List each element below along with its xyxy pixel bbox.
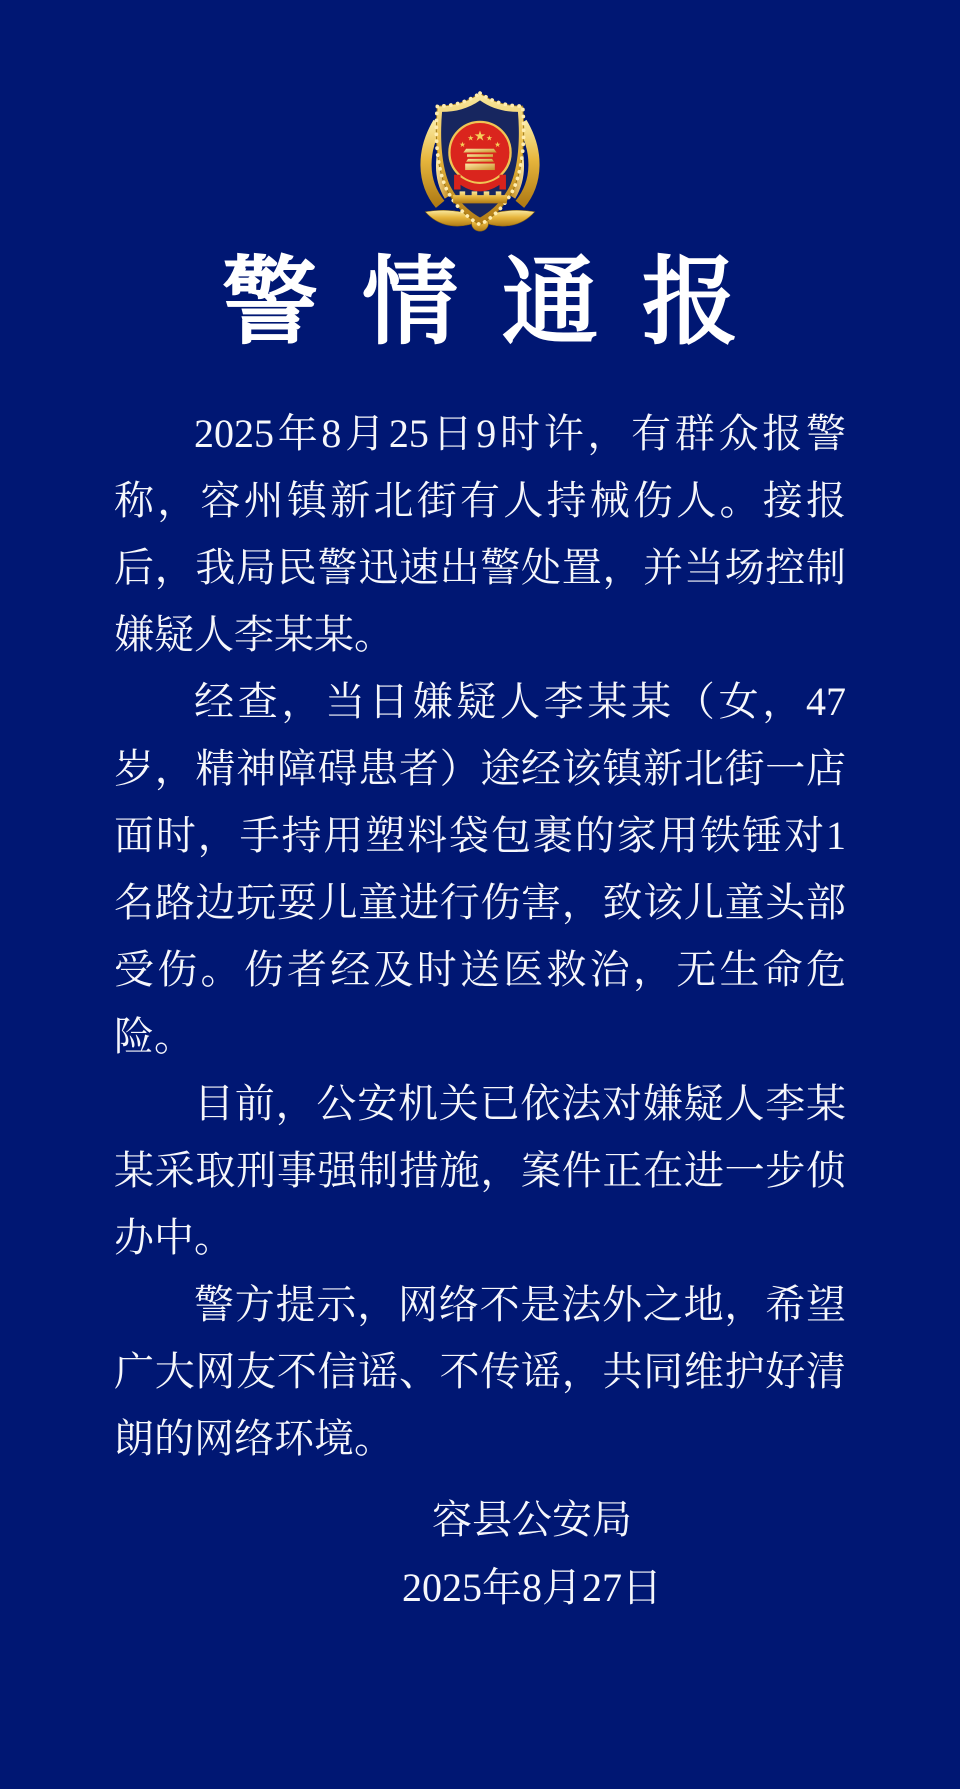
svg-text:★: ★ <box>459 139 466 149</box>
notice-body <box>0 400 960 1472</box>
svg-text:★: ★ <box>485 133 493 143</box>
signature-date: 2025年8月27日 <box>402 1564 662 1610</box>
police-notice-page <box>0 82 960 1789</box>
police-badge <box>400 82 560 234</box>
police-emblem-icon <box>401 82 559 234</box>
paragraph-4: 警方提示，网络不是法外之地，希望广大网友不信谣、不传谣，共同维护好清朗的网络环境。 <box>114 1281 846 1461</box>
signature-agency: 容县公安局 <box>432 1496 632 1542</box>
paragraph-2: 经查，当日嫌疑人李某某（女，47岁，精神障碍患者）途经该镇新北街一店面时，手持用塑料袋包裹的家用铁锤对1名路边玩耍儿童进行伤害，致该儿童头部受伤。伤者经及时送医救治，无生命危险。 <box>114 678 846 1059</box>
notice-title: 警情通报 <box>222 249 782 356</box>
paragraph-3: 目前，公安机关已依法对嫌疑人李某某采取刑事强制措施，案件正在进一步侦办中。 <box>114 1080 846 1260</box>
signature-block <box>52 1486 960 1622</box>
svg-text:★: ★ <box>494 139 501 149</box>
tiananmen-silhouette <box>463 149 496 170</box>
svg-text:★: ★ <box>467 133 475 143</box>
paragraph-1: 2025年8月25日9时许，有群众报警称，容州镇新北街有人持械伤人。接报后，我局民警迅速出警处置，并当场控制嫌疑人李某某。 <box>114 410 846 657</box>
svg-text:★: ★ <box>473 128 487 145</box>
